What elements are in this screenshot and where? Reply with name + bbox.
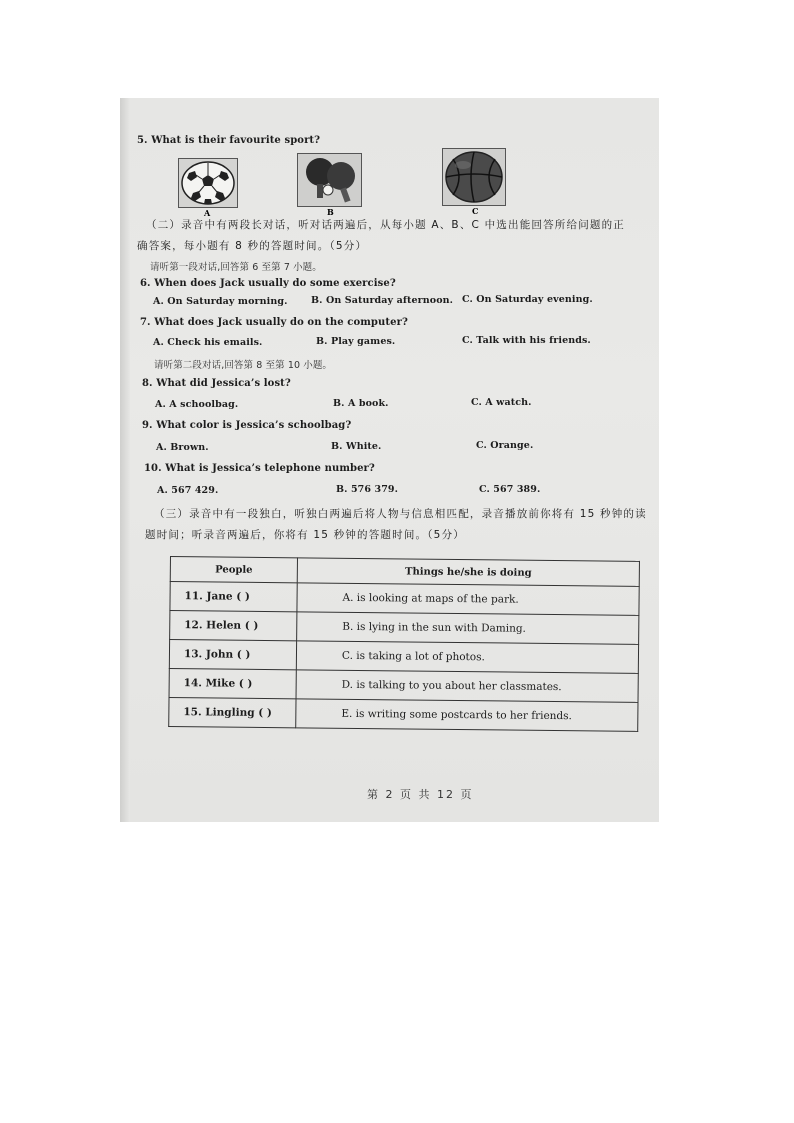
option-b-image	[297, 153, 362, 207]
question-8: 8. What did Jessica’s lost?	[142, 378, 291, 389]
q6-option-c: C. On Saturday evening.	[462, 294, 593, 305]
q8-option-a: A. A schoolbag.	[155, 399, 239, 410]
q10-option-a: A. 567 429.	[157, 485, 219, 496]
activity-cell: E. is writing some postcards to her friends.	[296, 699, 638, 732]
soccer-ball-icon	[179, 159, 237, 207]
option-a-image	[178, 158, 238, 208]
person-cell: 13. John ( )	[169, 640, 296, 670]
person-cell: 11. Jane ( )	[170, 582, 297, 612]
q7-option-b: B. Play games.	[316, 336, 396, 347]
option-c-image	[442, 148, 506, 206]
question-6: 6. When does Jack usually do some exercise?	[140, 278, 396, 289]
q6-option-b: B. On Saturday afternoon.	[311, 295, 454, 306]
activity-cell: A. is looking at maps of the park.	[297, 583, 639, 616]
basketball-icon	[443, 149, 505, 205]
page-number-footer: 第 2 页 共 12 页	[367, 788, 474, 801]
question-7: 7. What does Jack usually do on the computer?	[140, 317, 408, 328]
table-tennis-icon	[298, 154, 361, 206]
section2-instruction-line1: （二）录音中有两段长对话，听对话两遍后，从每小题 A、B、C 中选出能回答所给问题的正	[146, 219, 625, 231]
person-cell: 14. Mike ( )	[169, 668, 296, 698]
section2-instruction-line2: 确答案，每小题有 8 秒的答题时间。（5分）	[137, 240, 368, 252]
option-a-label: A	[204, 208, 211, 218]
matching-table	[168, 556, 640, 732]
q6-option-a: A. On Saturday morning.	[153, 296, 288, 307]
section3-instruction-line2: 题时间；听录音两遍后，你将有 15 秒钟的答题时间。（5分）	[145, 529, 465, 541]
scanned-exam-page	[120, 98, 659, 822]
activity-cell: D. is talking to you about her classmates.	[296, 670, 638, 703]
activity-cell: C. is taking a lot of photos.	[296, 641, 638, 674]
option-c-label: C	[472, 206, 479, 216]
q9-option-c: C. Orange.	[476, 440, 534, 451]
dialogue2-note: 请听第二段对话,回答第 8 至第 10 小题。	[154, 360, 333, 371]
table-row	[169, 697, 638, 731]
q8-option-b: B. A book.	[333, 398, 389, 409]
person-cell: 12. Helen ( )	[170, 611, 297, 641]
q9-option-b: B. White.	[331, 441, 382, 452]
q7-option-a: A. Check his emails.	[153, 337, 263, 348]
person-cell: 15. Lingling ( )	[169, 697, 296, 727]
option-b-label: B	[327, 207, 334, 217]
question-10: 10. What is Jessica’s telephone number?	[144, 463, 375, 474]
header-things: Things he/she is doing	[297, 558, 639, 587]
header-people: People	[170, 557, 297, 583]
activity-cell: B. is lying in the sun with Daming.	[297, 612, 639, 645]
question-9: 9. What color is Jessica’s schoolbag?	[142, 420, 352, 431]
section3-instruction-line1: （三）录音中有一段独白，听独白两遍后将人物与信息相匹配，录音播放前你将有 15 秒钟的读	[154, 508, 647, 520]
dialogue1-note: 请听第一段对话,回答第 6 至第 7 小题。	[150, 262, 322, 273]
q10-option-b: B. 576 379.	[336, 484, 399, 495]
q9-option-a: A. Brown.	[156, 442, 209, 453]
q10-option-c: C. 567 389.	[479, 484, 541, 495]
q7-option-c: C. Talk with his friends.	[462, 335, 591, 346]
question-5: 5. What is their favourite sport?	[137, 135, 321, 146]
q8-option-c: C. A watch.	[471, 397, 532, 408]
